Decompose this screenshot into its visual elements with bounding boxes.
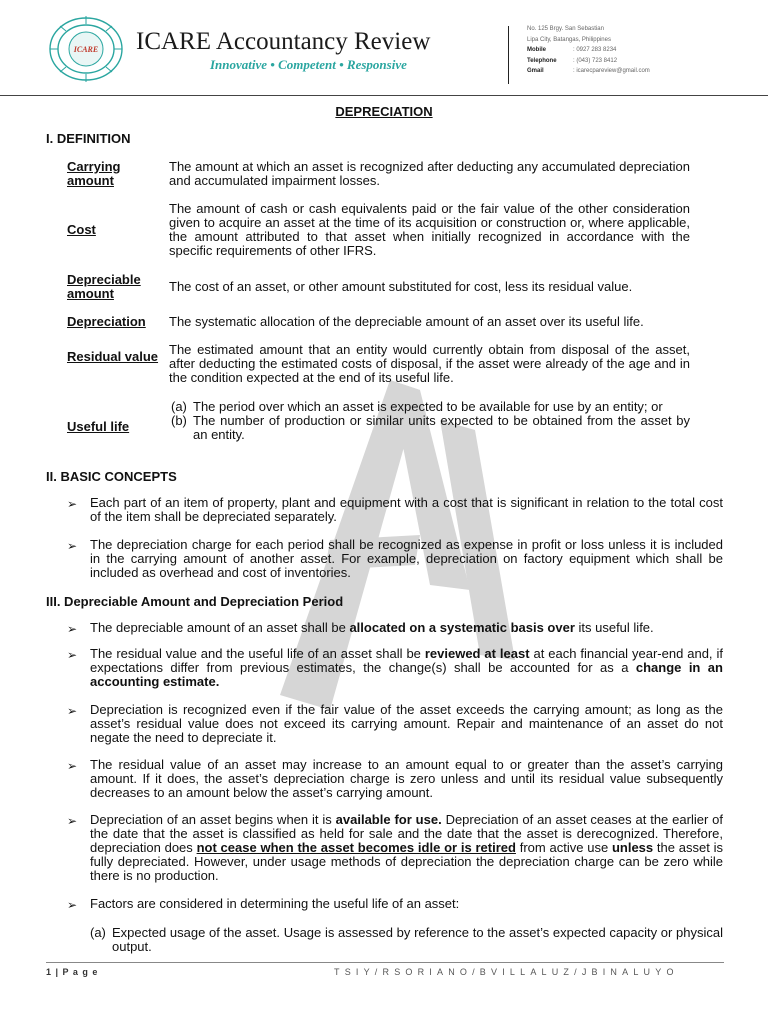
- address-line: No. 125 Brgy. San Sebastian: [527, 26, 604, 32]
- header-divider: [508, 26, 509, 84]
- section-heading-basic-concepts: II. BASIC CONCEPTS: [46, 469, 177, 484]
- address-line: Lipa City, Batangas, Philippines: [527, 36, 611, 43]
- bullet-arrow-icon: ➢: [67, 898, 78, 912]
- footer-rule: [46, 962, 724, 963]
- definition-depreciation: The systematic allocation of the depreciable amount of an asset over its useful life.: [169, 314, 644, 329]
- document-title: DEPRECIATION: [335, 104, 433, 119]
- bullet-arrow-icon: ➢: [67, 497, 78, 511]
- footer-authors: TSIY/RSORIANO/BVILLALUZ/JBINALUYO: [334, 967, 679, 977]
- section-heading-depreciable-amount: III. Depreciable Amount and Depreciation Period: [46, 594, 344, 609]
- term-carrying-amount: Carrying amount: [67, 159, 121, 188]
- section-heading-definition: I. DEFINITION: [46, 131, 131, 146]
- bullet-arrow-icon: ➢: [67, 648, 78, 662]
- basic-concept-2: The depreciation charge for each period shall be recognized as expense in profit or loss unless it is included in the carrying amount of another asset. For example, depreciation on factory equipment which shall be included as overhead and cost of inventories.: [90, 537, 723, 580]
- logo-emblem-icon: [46, 14, 126, 84]
- depreciable-paragraph-2: The residual value and the useful life of an asset shall be reviewed at least at each financial year-end and, if expectations differ from previous estimates, the change(s) shall be accounted for as a change in an accounting estimate.: [90, 646, 723, 689]
- definition-carrying-amount: The amount at which an asset is recognized after deducting any accumulated depreciation and accumulated impairment losses.: [169, 159, 690, 188]
- bullet-arrow-icon: ➢: [67, 814, 78, 828]
- bullet-arrow-icon: ➢: [67, 539, 78, 553]
- term-depreciable-amount: Depreciable amount: [67, 272, 141, 301]
- mobile-label: Mobile: [527, 47, 546, 53]
- term-cost: Cost: [67, 222, 96, 237]
- telephone-value: : (043) 723 8412: [573, 57, 618, 64]
- depreciable-paragraph-3: Depreciation is recognized even if the fair value of the asset exceeds the carrying amount; as long as the asset’s residual value does not exceed its carrying amount. Repair and maintenance of an asset do not negate the need to depreciate it.: [90, 702, 723, 745]
- brand-title: ICARE Accountancy Review: [136, 28, 431, 55]
- contact-block: [527, 24, 650, 77]
- page-number: 1 | P a g e: [46, 967, 99, 977]
- mobile-value: : 0927 283 8234: [573, 47, 617, 53]
- depreciable-paragraph-6: Factors are considered in determining the useful life of an asset:: [90, 896, 460, 911]
- depreciable-paragraph-4: The residual value of an asset may increase to an amount equal to or greater than the asset’s carrying amount. If it does, the asset’s depreciation charge is zero unless and until its residual value subsequently decreases to an amount below the asset’s carrying amount.: [90, 757, 723, 800]
- factor-item-a: [90, 926, 723, 954]
- list-item: (a) Expected usage of the asset. Usage is assessed by reference to the asset’s expected capacity or physical output.: [90, 925, 723, 954]
- bullet-arrow-icon: ➢: [67, 759, 78, 773]
- term-useful-life: Useful life: [67, 419, 130, 434]
- header-rule: [0, 95, 768, 96]
- depreciable-paragraph-1: The depreciable amount of an asset shall be allocated on a systematic basis over its useful life.: [90, 620, 654, 635]
- depreciable-paragraph-5: Depreciation of an asset begins when it is available for use. Depreciation of an asset ceases at the earlier of the date that the asset is classified as held for sale and the date that the asset is derecognized. Therefore, depreciation does not cease when the asset becomes idle or is retired from active use unless the asset is fully depreciated. However, under usage methods of depreciation the depreciation charge can be zero while there is no production.: [90, 812, 724, 883]
- logo-text: ICARE: [73, 45, 99, 54]
- bullet-arrow-icon: ➢: [67, 704, 78, 718]
- brand-tagline: Innovative • Competent • Responsive: [210, 57, 407, 72]
- definition-residual-value: The estimated amount that an entity would currently obtain from disposal of the asset, after deducting the estimated costs of disposal, if the asset were already of the age and in the condition expected at the end of its useful life.: [169, 342, 690, 385]
- gmail-label: Gmail: [527, 68, 544, 74]
- gmail-value: : icarecpareview@gmail.com: [573, 68, 650, 74]
- telephone-label: Telephone: [527, 57, 557, 64]
- term-residual-value: Residual value: [67, 349, 159, 364]
- basic-concept-1: Each part of an item of property, plant and equipment with a cost that is significant in relation to the total cost of the item shall be depreciated separately.: [90, 495, 723, 524]
- bullet-arrow-icon: ➢: [67, 622, 78, 636]
- definition-cost: The amount of cash or cash equivalents paid or the fair value of the other consideration given to acquire an asset at the time of its acquisition or construction or, where applicable, the amount attributed to that asset when initially recognized in accordance with the specific requirements of other IFRS.: [169, 201, 690, 258]
- logo: [46, 14, 126, 84]
- definition-depreciable-amount: The cost of an asset, or other amount substituted for cost, less its residual value.: [169, 279, 633, 294]
- definition-useful-life: [171, 400, 690, 442]
- list-item: (a) The period over which an asset is expected to be available for use by an entity; or: [171, 399, 663, 414]
- term-depreciation: Depreciation: [67, 314, 146, 329]
- list-item: (b) The number of production or similar units expected to be obtained from the asset by an entity.: [171, 413, 690, 442]
